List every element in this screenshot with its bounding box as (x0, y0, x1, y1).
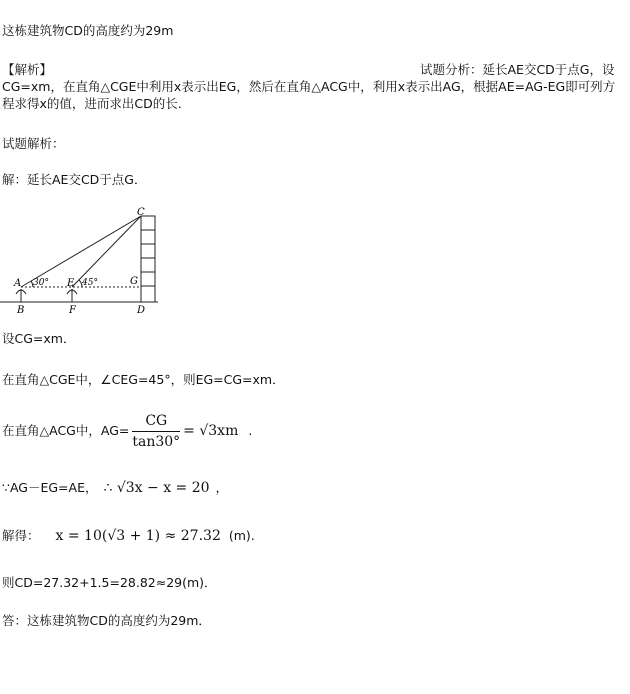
step-cge: 在直角△CGE中，∠CEG=45°，则EG=CG=xm． (2, 372, 285, 387)
label-C: C (137, 207, 145, 218)
label-angle-a: 30° (33, 278, 49, 288)
step-eq (2, 478, 228, 498)
step-solve-math: x = 10(√3 + 1) ≈ 27.32 (55, 528, 221, 544)
step-acg-suffix: . (248, 423, 253, 438)
label-F: F (69, 305, 76, 316)
label-D: D (137, 305, 146, 316)
step-acg-result: = √3xm (183, 423, 239, 439)
step-acg (2, 412, 252, 451)
fraction-denominator: tan30° (132, 434, 181, 450)
step-eq-suffix: ， (215, 480, 229, 495)
fraction-numerator: CG (132, 412, 180, 432)
step-cd: 则CD=27.32+1.5=28.82≈29(m)． (2, 575, 217, 590)
step-solve (2, 525, 255, 547)
step-solve-unit: (m). (228, 528, 255, 543)
analysis-header: 【解析】 (2, 62, 53, 77)
analysis-summary: CG=xm，在直角△CGE中利用x表示出EG，然后在直角△ACG中，利用x表示出AG，根据AE=AG-EG即可列方程求得x的值，进而求出CD的长. (2, 79, 616, 111)
label-A: A (14, 278, 22, 289)
label-angle-e: 45° (82, 278, 98, 288)
final-answer: 答：这栋建筑物CD的高度约为29m． (2, 613, 211, 628)
fraction (132, 412, 180, 451)
label-E: E (67, 278, 75, 289)
answer-top: 这栋建筑物CD的高度约为29m (2, 23, 174, 38)
step-solve-prefix: 解得： (2, 528, 40, 543)
geometry-figure (0, 206, 175, 316)
step-set: 设CG=xm． (2, 331, 76, 346)
step-acg-prefix: 在直角△ACG中，AG= (2, 423, 130, 438)
solution-label: 试题解析： (2, 136, 65, 151)
label-G: G (130, 276, 138, 287)
step-extend: 解：延长AE交CD于点G． (2, 172, 147, 187)
step-eq-math: ∴ √3x − x = 20 (103, 480, 210, 496)
analysis-summary-label: 试题分析：延长AE交CD于点G，设 (420, 62, 615, 77)
step-eq-prefix: ∵AG－EG=AE， (2, 480, 98, 495)
label-B: B (17, 305, 25, 316)
